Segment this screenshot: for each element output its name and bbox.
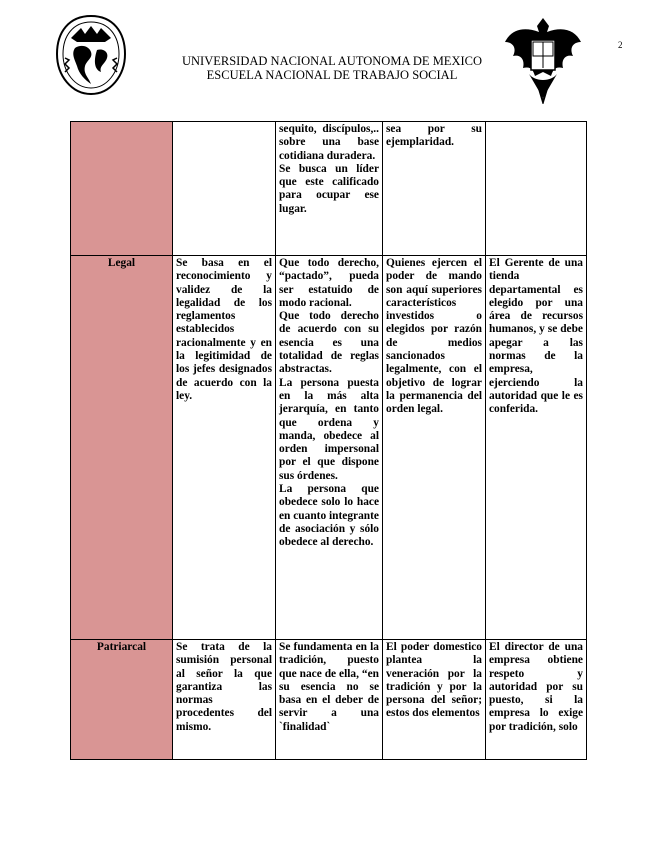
cell-paragraph: El director de una empresa obtiene respeto y autoridad por su puesto, si la empresa lo exige por tradición, solo [489, 641, 583, 733]
authority-types-table [70, 121, 587, 760]
table-cell-exercise [383, 122, 486, 256]
table-row [71, 256, 587, 640]
school-name: ESCUELA NACIONAL DE TRABAJO SOCIAL [206, 68, 458, 82]
table-cell-type: Legal [71, 256, 173, 640]
ents-eagle-crest-icon [503, 12, 583, 104]
table-row [71, 122, 587, 256]
table-cell-example [486, 122, 587, 256]
table-cell-description [173, 640, 276, 760]
table-cell-basis [276, 640, 383, 760]
cell-paragraph: El Gerente de una tienda departamental es elegido por una área de recursos humanos, y se debe apegar a las normas de la empresa, ejerciendo la autoridad que le es conferida. [489, 257, 583, 416]
cell-paragraph: La persona puesta en la más alta jerarquía, en tanto que ordena y manda, obedece al orden impersonal por el que dispone sus órdenes. [279, 376, 379, 482]
table-row [71, 640, 587, 760]
cell-paragraph: Que todo derecho de acuerdo con su esencia es una totalidad de reglas abstractas. [279, 310, 379, 376]
table-cell-basis [276, 122, 383, 256]
cell-paragraph: Se basa en el reconocimiento y validez de la legalidad de los reglamentos establecidos racionalmente y en la legitimidad de los jefes designados de acuerdo con la ley. [176, 257, 272, 402]
cell-paragraph: sequito, discípulos,.. sobre una base cotidiana duradera. [279, 123, 379, 162]
cell-paragraph: Que todo derecho, “pactado”, pueda ser estatuido de modo racional. [279, 257, 379, 309]
cell-paragraph: Se trata de la sumisión personal al señor la que garantiza las normas procedentes del mismo. [176, 641, 272, 733]
cell-paragraph: sea por su ejemplaridad. [386, 123, 482, 149]
table-cell-exercise [383, 640, 486, 760]
page-number: 2 [618, 40, 623, 50]
table-cell-basis [276, 256, 383, 640]
table-cell-description [173, 256, 276, 640]
table-cell-description [173, 122, 276, 256]
cell-paragraph: El poder domestico plantea la veneración por la tradición y por la persona del señor; estos dos elementos [386, 641, 482, 720]
cell-paragraph: La persona que obedece solo lo hace en cuanto integrante de asociación y sólo obedece al derecho. [279, 483, 379, 549]
table-cell-exercise [383, 256, 486, 640]
table-cell-type: Patriarcal [71, 640, 173, 760]
table-cell-type [71, 122, 173, 256]
cell-paragraph: Se busca un líder que este calificado para ocupar ese lugar. [279, 162, 379, 215]
cell-paragraph: Se fundamenta en la tradición, puesto que nace de ella, “en su esencia no se basa en el deber de servir a una `finalidad` [279, 641, 379, 733]
cell-paragraph: Quienes ejercen el poder de mando son aquí superiores característicos investidos o elegidos por razón de medios sancionados legalmente, con el objetivo de lograr la permanencia del orden legal. [386, 257, 482, 416]
document-header [160, 54, 504, 82]
table-cell-example [486, 256, 587, 640]
table-cell-example [486, 640, 587, 760]
university-name: UNIVERSIDAD NACIONAL AUTONOMA DE MEXICO [182, 54, 482, 68]
unam-crest-icon [55, 14, 127, 96]
